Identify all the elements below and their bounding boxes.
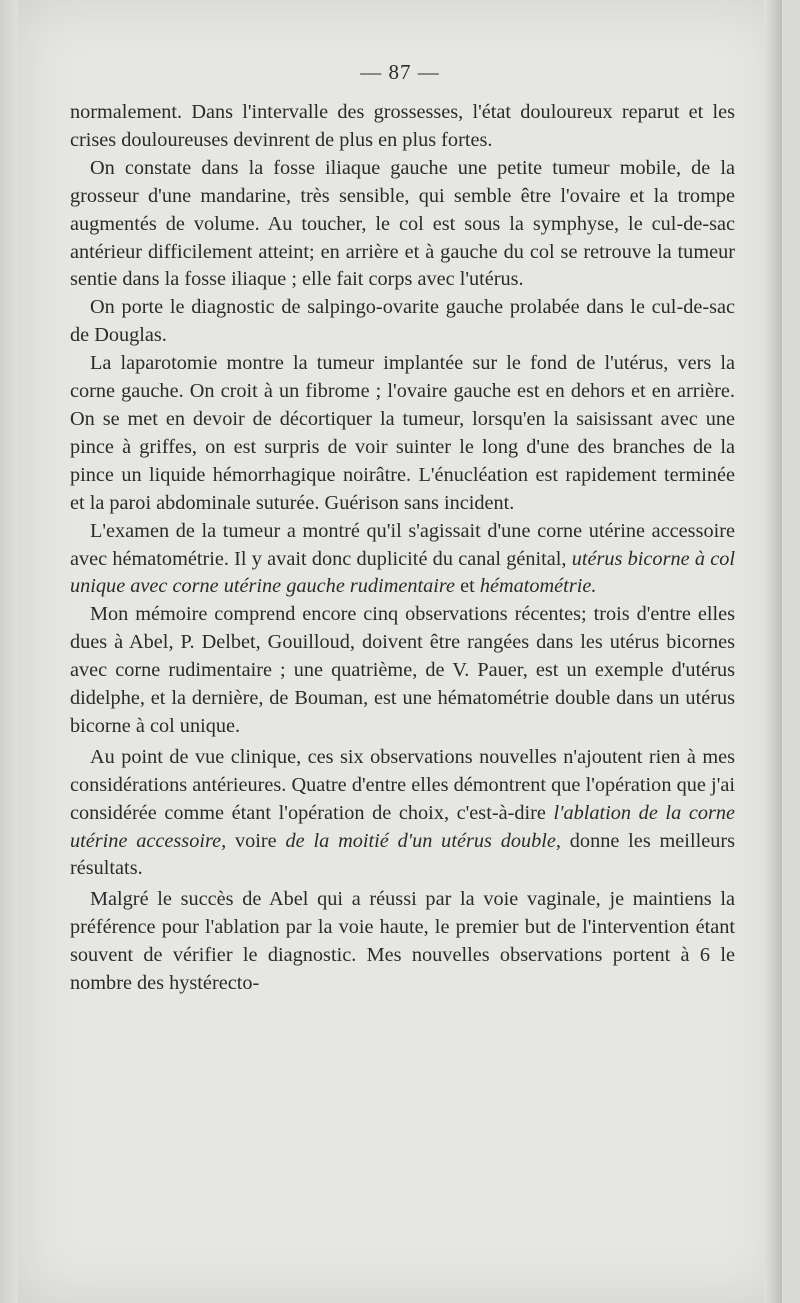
paragraph-7-italic-2: de la moitié d'un utérus double, (285, 829, 561, 852)
paragraph-5-text-a: L'examen de la tumeur a montré qu'il s'agissait d'une corne utérine accessoire avec hématométrie. Il y avait donc duplicité du canal génital, (70, 519, 735, 570)
page-gutter (0, 0, 18, 1303)
paragraph-8: Malgré le succès de Abel qui a réussi par la voie vaginale, je maintiens la préférence pour l'ablation par la voie haute, le premier but de l'intervention étant souvent de vérifier le diagnostic. Mes nouvelles observations portent à 6 le nombre des hystérecto- (70, 888, 735, 995)
body-text (70, 99, 735, 998)
paragraph-7 (70, 744, 735, 884)
paragraph-5 (70, 518, 735, 602)
page-edge-shadow (764, 0, 782, 1303)
paragraph-3: On porte le diagnostic de salpingo-ovarite gauche prolabée dans le cul-de-sac de Douglas. (70, 296, 735, 347)
paragraph-7-italic-1: l'ablation de la corne utérine accessoire, (70, 801, 735, 852)
paragraph-2: On constate dans la fosse iliaque gauche une petite tumeur mobile, de la grosseur d'une mandarine, très sensible, qui semble être l'ovaire et la trompe augmentés de volume. Au toucher, le col est sous la symphyse, le cul-de-sac antérieur difficilement atteint; en arrière et à gauche du col se retrouve la tumeur sentie dans la fosse iliaque ; elle fait corps avec l'utérus. (70, 156, 735, 291)
paragraph-5-italic-2: hématométrie. (479, 575, 597, 598)
paragraph-7-text-a: Au point de vue clinique, ces six observations nouvelles n'ajoutent rien à mes considérations antérieures. Quatre d'entre elles démontrent que l'opération que j'ai considérée comme étant l'opération de choix, c'est-à-dire (70, 745, 735, 824)
paragraph-7-text-b: voire (226, 829, 286, 852)
paragraph-5-italic-1: utérus bicorne à col unique avec corne utérine gauche rudimentaire (70, 547, 735, 598)
paragraph-7-text-c: donne les meilleurs résultats. (70, 829, 735, 880)
paragraph-4: La laparotomie montre la tumeur implantée sur le fond de l'utérus, vers la corne gauche. On croit à un fibrome ; l'ovaire gauche est en dehors et en arrière. On se met en devoir de décortiquer la tumeur, lorsqu'en la saisissant avec une pince à griffes, on est surpris de voir suinter le long d'une des branches de la pince un liquide hémorrhagique noirâtre. L'énucléation est rapidement terminée et la paroi abdominale suturée. Guérison sans incident. (70, 352, 735, 514)
paragraph-1: normalement. Dans l'intervalle des grossesses, l'état douloureux reparut et les crises douloureuses devinrent de plus en plus fortes. (70, 101, 735, 151)
book-page (18, 0, 782, 1303)
page-number: — 87 — (360, 60, 440, 84)
paragraph-6: Mon mémoire comprend encore cinq observations récentes; trois d'entre elles dues à Abel, P. Delbet, Gouilloud, doivent être rangées dans les utérus bicornes avec corne rudimentaire ; une quatrième, de V. Pauer, est un exemple d'utérus didelphe, et la dernière, de Bouman, est une hématométrie double dans un utérus bicorne à col unique. (70, 603, 735, 737)
paragraph-5-text-b: et (455, 575, 480, 598)
